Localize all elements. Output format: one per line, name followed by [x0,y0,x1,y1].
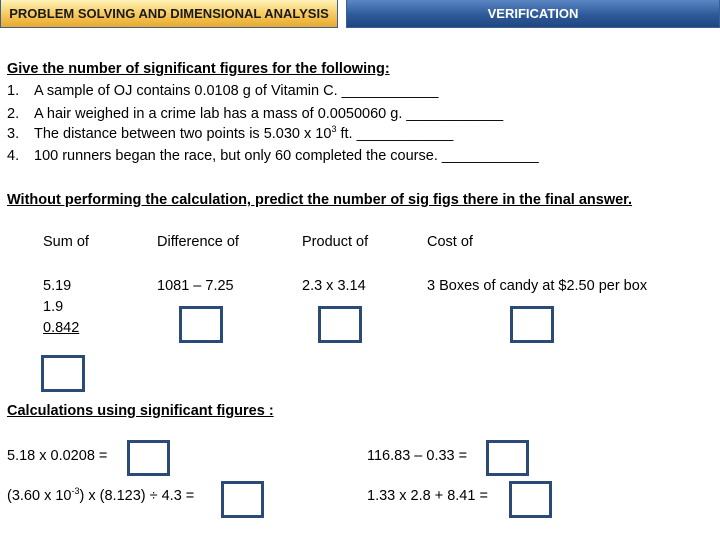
cost-answer-box[interactable] [510,306,554,343]
calc-2-answer-box[interactable] [486,440,529,476]
product-answer-box[interactable] [318,306,362,343]
question-text: A hair weighed in a crime lab has a mass of 0.0050060 g. ____________ [34,106,504,122]
section2-heading: Without performing the calculation, predict the number of sig figs there in the final answer. [7,192,633,208]
calc-3 [7,488,194,504]
calc-4: 1.33 x 2.8 + 8.41 = [367,488,488,504]
exponent: 3 [331,124,337,134]
section1-heading: Give the number of significant figures for the following: [7,61,390,77]
calc-4-answer-box[interactable] [509,481,552,518]
difference-answer-box[interactable] [179,306,223,343]
sum-value-3: 0.842 [43,320,80,336]
difference-label: Difference of [157,234,239,250]
tab-problem-solving[interactable]: PROBLEM SOLVING AND DIMENSIONAL ANALYSIS [0,0,338,28]
calc-2: 116.83 – 0.33 = [367,448,468,464]
question-number: 4. [7,148,20,164]
calc-1-answer-box[interactable] [127,440,170,476]
section3-heading: Calculations using significant figures : [7,403,274,419]
question-text-tail: ft. ____________ [336,126,454,142]
question-number: 1. [7,83,20,99]
calc-3-main: (3.60 x 10 [7,488,72,504]
exponent: -3 [71,486,80,496]
product-expression: 2.3 x 3.14 [302,278,366,294]
sum-answer-box[interactable] [41,355,85,392]
question-number: 2. [7,106,20,122]
difference-expression: 1081 – 7.25 [157,278,234,294]
calc-1: 5.18 x 0.0208 = [7,448,108,464]
question-text: 100 runners began the race, but only 60 completed the course. ____________ [34,148,539,164]
calc-3-tail: ) x (8.123) ÷ 4.3 = [79,488,195,504]
sum-label: Sum of [43,234,89,250]
tab-verification[interactable]: VERIFICATION [346,0,720,28]
cost-label: Cost of [427,234,473,250]
product-label: Product of [302,234,369,250]
question-number: 3. [7,126,20,142]
calc-3-answer-box[interactable] [221,481,264,518]
sum-value-2: 1.9 [43,299,64,315]
question-text: A sample of OJ contains 0.0108 g of Vitamin C. ____________ [34,83,439,99]
cost-expression: 3 Boxes of candy at $2.50 per box [427,278,648,294]
question-text [34,126,453,142]
sum-value-1: 5.19 [43,278,72,294]
question-text-main: The distance between two points is 5.030 x 10 [34,126,332,142]
